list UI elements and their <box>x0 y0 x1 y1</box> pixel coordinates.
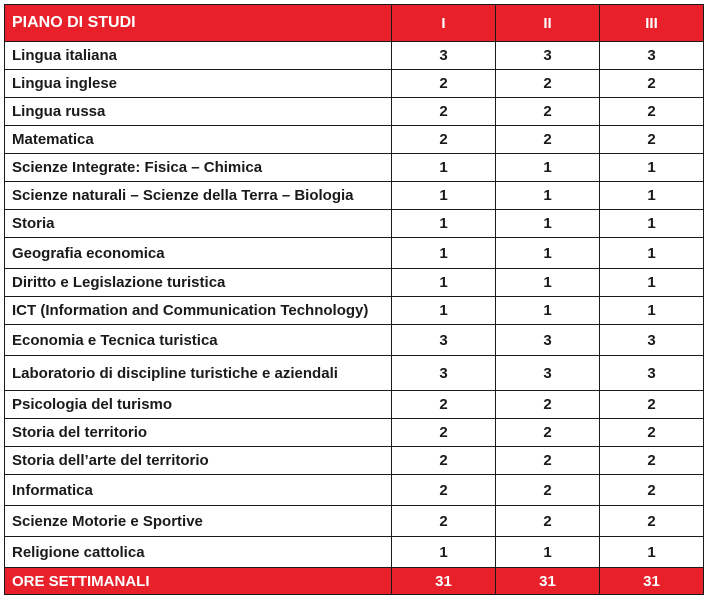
subject-cell: Storia dell’arte del territorio <box>5 447 392 475</box>
hours-cell-year-3: 2 <box>600 126 704 154</box>
hours-cell-year-3: 2 <box>600 447 704 475</box>
subject-cell: ICT (Information and Communication Technology) <box>5 297 392 325</box>
hours-cell-year-2: 1 <box>496 182 600 210</box>
hours-cell-year-2: 2 <box>496 126 600 154</box>
table-row <box>5 391 704 419</box>
hours-cell-year-3: 2 <box>600 506 704 537</box>
hours-cell-year-2: 3 <box>496 325 600 356</box>
table-row <box>5 475 704 506</box>
subject-cell: Religione cattolica <box>5 537 392 568</box>
table-row <box>5 269 704 297</box>
table-body <box>5 42 704 568</box>
year-header-2: II <box>496 5 600 42</box>
subject-cell: Geografia economica <box>5 238 392 269</box>
subject-cell: Storia <box>5 210 392 238</box>
subject-cell: Psicologia del turismo <box>5 391 392 419</box>
hours-cell-year-1: 3 <box>392 42 496 70</box>
table-row <box>5 182 704 210</box>
hours-cell-year-1: 3 <box>392 356 496 391</box>
hours-cell-year-1: 2 <box>392 70 496 98</box>
table-row <box>5 537 704 568</box>
hours-cell-year-2: 1 <box>496 297 600 325</box>
hours-cell-year-2: 2 <box>496 70 600 98</box>
hours-cell-year-2: 3 <box>496 42 600 70</box>
hours-cell-year-1: 1 <box>392 269 496 297</box>
subject-cell: Scienze Integrate: Fisica – Chimica <box>5 154 392 182</box>
table-title: PIANO DI STUDI <box>5 5 392 42</box>
total-year-3: 31 <box>600 568 704 595</box>
subject-cell: Storia del territorio <box>5 419 392 447</box>
table-row <box>5 447 704 475</box>
hours-cell-year-2: 1 <box>496 537 600 568</box>
hours-cell-year-1: 2 <box>392 447 496 475</box>
table-row <box>5 154 704 182</box>
hours-cell-year-3: 3 <box>600 356 704 391</box>
hours-cell-year-2: 1 <box>496 269 600 297</box>
subject-cell: Lingua inglese <box>5 70 392 98</box>
hours-cell-year-1: 2 <box>392 98 496 126</box>
hours-cell-year-2: 2 <box>496 447 600 475</box>
hours-cell-year-3: 1 <box>600 238 704 269</box>
study-plan-table <box>4 4 704 595</box>
table-row <box>5 506 704 537</box>
hours-cell-year-1: 2 <box>392 126 496 154</box>
subject-cell: Laboratorio di discipline turistiche e aziendali <box>5 356 392 391</box>
hours-cell-year-3: 2 <box>600 475 704 506</box>
hours-cell-year-3: 1 <box>600 297 704 325</box>
hours-cell-year-3: 2 <box>600 419 704 447</box>
hours-cell-year-2: 2 <box>496 419 600 447</box>
year-header-1: I <box>392 5 496 42</box>
table-row <box>5 210 704 238</box>
hours-cell-year-1: 3 <box>392 325 496 356</box>
hours-cell-year-1: 2 <box>392 391 496 419</box>
hours-cell-year-3: 2 <box>600 70 704 98</box>
hours-cell-year-2: 2 <box>496 506 600 537</box>
table-row <box>5 126 704 154</box>
table-row <box>5 42 704 70</box>
hours-cell-year-2: 3 <box>496 356 600 391</box>
table-row <box>5 70 704 98</box>
total-row <box>5 568 704 595</box>
hours-cell-year-1: 1 <box>392 154 496 182</box>
hours-cell-year-1: 1 <box>392 238 496 269</box>
hours-cell-year-1: 1 <box>392 210 496 238</box>
table-header-row <box>5 5 704 42</box>
hours-cell-year-1: 1 <box>392 537 496 568</box>
hours-cell-year-1: 1 <box>392 182 496 210</box>
subject-cell: Matematica <box>5 126 392 154</box>
hours-cell-year-1: 2 <box>392 475 496 506</box>
table-row <box>5 98 704 126</box>
hours-cell-year-3: 1 <box>600 182 704 210</box>
subject-cell: Economia e Tecnica turistica <box>5 325 392 356</box>
hours-cell-year-3: 3 <box>600 325 704 356</box>
year-header-3: III <box>600 5 704 42</box>
hours-cell-year-2: 2 <box>496 391 600 419</box>
subject-cell: Scienze Motorie e Sportive <box>5 506 392 537</box>
table-row <box>5 325 704 356</box>
hours-cell-year-3: 1 <box>600 537 704 568</box>
subject-cell: Informatica <box>5 475 392 506</box>
hours-cell-year-1: 1 <box>392 297 496 325</box>
table-row <box>5 356 704 391</box>
table-row <box>5 297 704 325</box>
total-year-2: 31 <box>496 568 600 595</box>
hours-cell-year-3: 2 <box>600 98 704 126</box>
table-row <box>5 238 704 269</box>
subject-cell: Scienze naturali – Scienze della Terra – Biologia <box>5 182 392 210</box>
hours-cell-year-2: 1 <box>496 154 600 182</box>
hours-cell-year-3: 1 <box>600 210 704 238</box>
hours-cell-year-1: 2 <box>392 419 496 447</box>
table-row <box>5 419 704 447</box>
hours-cell-year-3: 2 <box>600 391 704 419</box>
hours-cell-year-2: 1 <box>496 210 600 238</box>
hours-cell-year-3: 1 <box>600 154 704 182</box>
hours-cell-year-3: 3 <box>600 42 704 70</box>
total-year-1: 31 <box>392 568 496 595</box>
hours-cell-year-2: 2 <box>496 475 600 506</box>
total-label: ORE SETTIMANALI <box>5 568 392 595</box>
hours-cell-year-3: 1 <box>600 269 704 297</box>
subject-cell: Lingua italiana <box>5 42 392 70</box>
hours-cell-year-2: 1 <box>496 238 600 269</box>
subject-cell: Diritto e Legislazione turistica <box>5 269 392 297</box>
subject-cell: Lingua russa <box>5 98 392 126</box>
hours-cell-year-1: 2 <box>392 506 496 537</box>
hours-cell-year-2: 2 <box>496 98 600 126</box>
